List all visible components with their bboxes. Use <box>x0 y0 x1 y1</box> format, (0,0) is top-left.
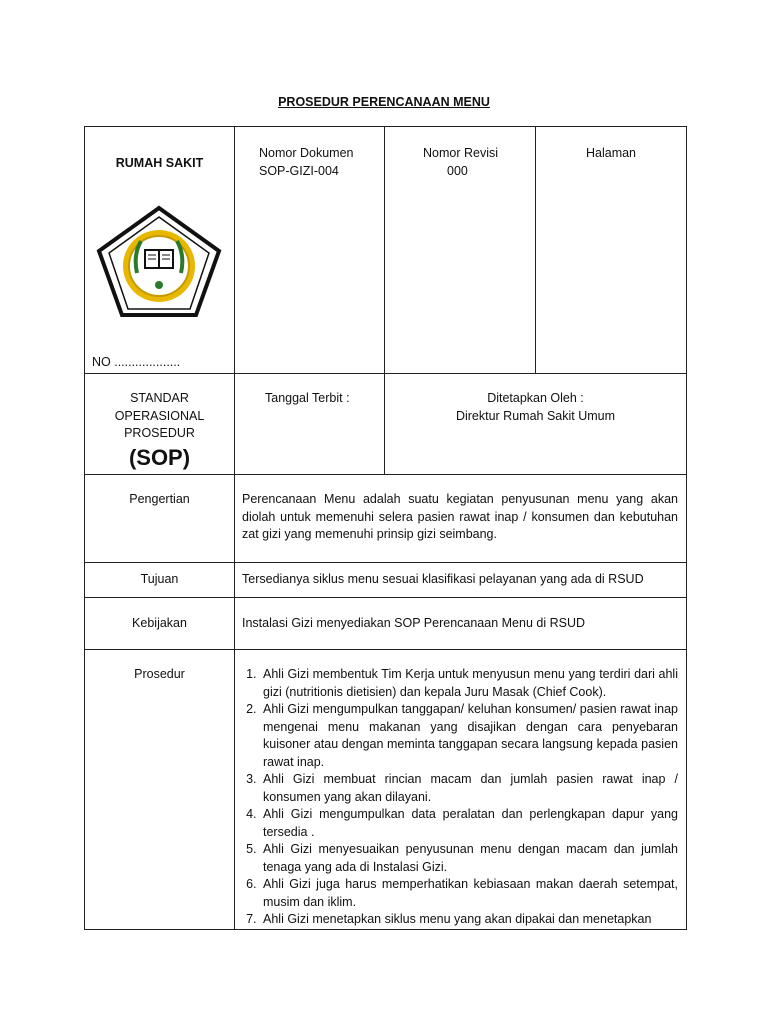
standar-line1: STANDAR <box>130 391 189 405</box>
rumah-sakit-cell <box>85 127 235 374</box>
tujuan-row <box>85 563 687 598</box>
kebijakan-row <box>85 598 687 650</box>
no-field: NO ................... <box>92 354 181 369</box>
kebijakan-label: Kebijakan <box>85 598 235 650</box>
tanggal-terbit-cell <box>235 374 385 475</box>
nomor-dokumen-value: SOP-GIZI-004 <box>259 163 339 178</box>
prosedur-step: 2. Ahli Gizi mengumpulkan tanggapan/ keluhan konsumen/ pasien rawat inap mengenai menu makanan yang disajikan dengan cara penyebaran kuisoner atau dengan meminta tanggapan secara langsung kepada pasien rawat inap. <box>260 701 678 771</box>
prosedur-step: 5. Ahli Gizi menyesuaikan penyusunan menu dengan macam dan jumlah tenaga yang ada di Instalasi Gizi. <box>260 841 678 876</box>
header-row <box>85 127 687 374</box>
nomor-revisi-label: Nomor Revisi <box>423 146 499 160</box>
tujuan-text: Tersedianya siklus menu sesuai klasifikasi pelayanan yang ada di RSUD <box>235 563 687 598</box>
direktur-label: Direktur Rumah Sakit Umum <box>455 408 616 423</box>
prosedur-steps-list <box>235 666 686 929</box>
tujuan-label: Tujuan <box>85 563 235 598</box>
kebijakan-text: Instalasi Gizi menyediakan SOP Perencanaan Menu di RSUD <box>235 598 687 650</box>
document-title: PROSEDUR PERENCANAAN MENU <box>278 95 490 109</box>
poltekkes-logo-icon <box>95 205 223 323</box>
standar-row <box>85 374 687 475</box>
standar-cell <box>85 374 235 475</box>
prosedur-step: 6. Ahli Gizi juga harus memperhatikan kebiasaan makan daerah setempat, musim dan iklim. <box>260 876 678 911</box>
prosedur-step: 4. Ahli Gizi mengumpulkan data peralatan dan perlengkapan dapur yang tersedia . <box>260 806 678 841</box>
prosedur-content <box>235 650 687 930</box>
prosedur-step: 7. Ahli Gizi menetapkan siklus menu yang akan dipakai dan menetapkan <box>260 911 678 929</box>
ditetapkan-cell <box>385 374 687 475</box>
nomor-revisi-value: 000 <box>447 163 468 178</box>
nomor-dokumen-label: Nomor Dokumen <box>259 146 354 160</box>
ditetapkan-oleh-label: Ditetapkan Oleh : <box>487 391 584 405</box>
tanggal-terbit-label: Tanggal Terbit : <box>265 391 350 405</box>
pengertian-label: Pengertian <box>85 475 235 563</box>
prosedur-step: 3. Ahli Gizi membuat rincian macam dan jumlah pasien rawat inap / konsumen yang akan dilayani. <box>260 771 678 806</box>
nomor-revisi-cell <box>385 127 536 374</box>
sop-heading: (SOP) <box>128 444 191 470</box>
halaman-label: Halaman <box>585 146 637 160</box>
halaman-cell <box>536 127 687 374</box>
rumah-sakit-label: RUMAH SAKIT <box>115 156 204 170</box>
standar-line2: OPERASIONAL <box>114 408 205 423</box>
pengertian-row <box>85 475 687 563</box>
nomor-dokumen-cell <box>235 127 385 374</box>
prosedur-label: Prosedur <box>85 650 235 930</box>
standar-line3: PROSEDUR <box>124 426 195 440</box>
prosedur-row <box>85 650 687 930</box>
prosedur-step: 1. Ahli Gizi membentuk Tim Kerja untuk menyusun menu yang terdiri dari ahli gizi (nutritionis dietisien) dan kepala Juru Masak (Chief Cook). <box>260 666 678 701</box>
pengertian-text: Perencanaan Menu adalah suatu kegiatan penyusunan menu yang akan diolah untuk memenuhi selera pasien rawat inap / konsumen dan kebutuhan zat gizi yang memenuhi prinsip gizi seimbang. <box>235 475 687 563</box>
sop-table <box>84 126 687 930</box>
